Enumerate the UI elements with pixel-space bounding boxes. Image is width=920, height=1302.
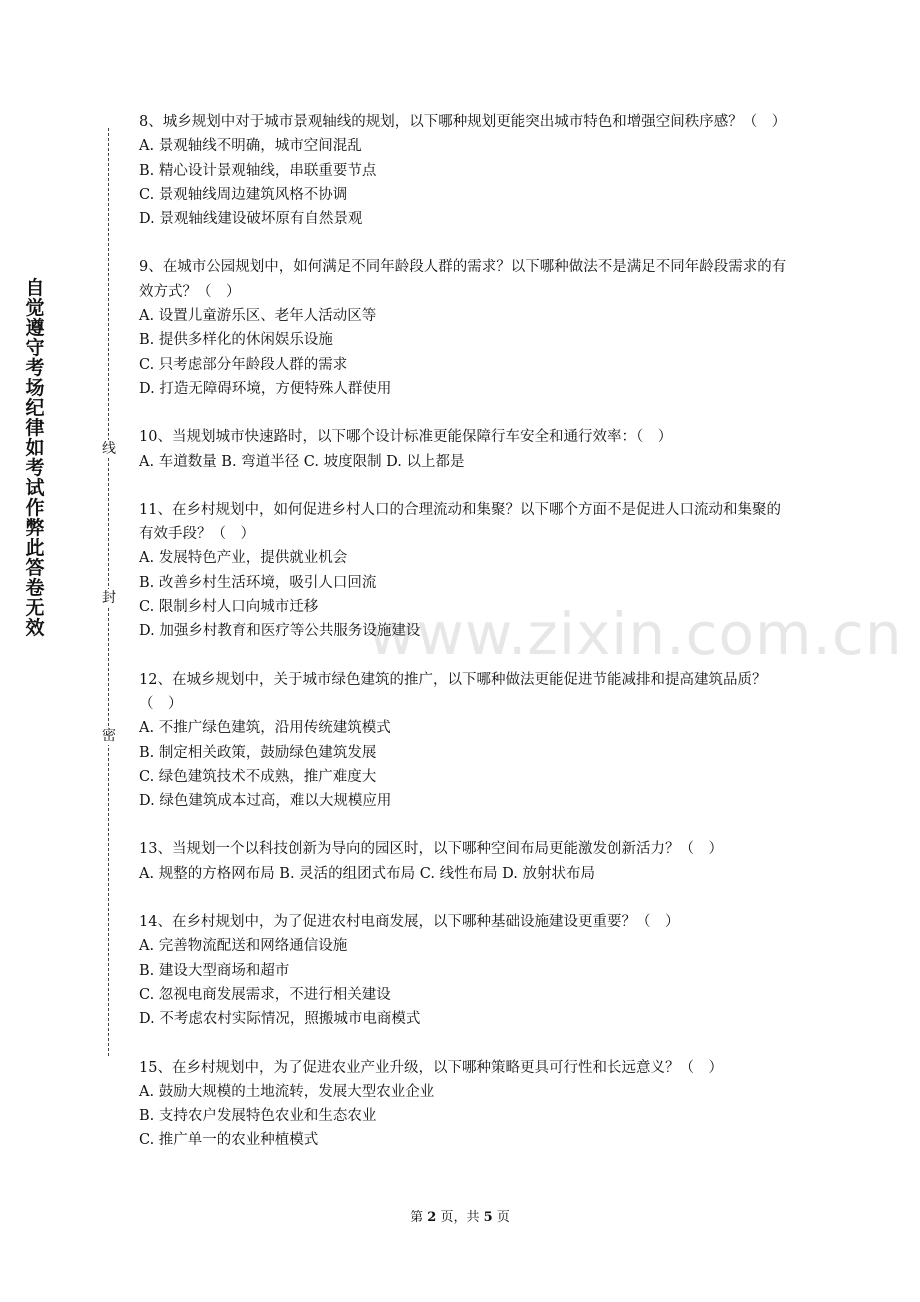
question-block: [139, 110, 789, 231]
answer-option: B. 建设大型商场和超市: [139, 962, 290, 979]
footer-middle: 页，共: [440, 1210, 480, 1225]
answer-option: B. 改善乡村生活环境，吸引人口回流: [139, 574, 377, 591]
watermark: www.zixin.com.cn: [368, 600, 903, 668]
answer-option: B. 支持农户发展特色农业和生态农业: [139, 1108, 377, 1125]
question-text: 11、在乡村规划中，如何促进乡村人口的合理流动和集聚？以下哪个方面不是促进人口流动和集聚的有效手段？（ ）: [139, 501, 781, 543]
answer-option: A. 不推广绿色建筑，沿用传统建筑模式: [139, 720, 391, 737]
answer-option: C. 忽视电商发展需求，不进行相关建设: [139, 986, 391, 1003]
answer-option: A. 完善物流配送和网络通信设施: [139, 938, 348, 955]
question-text: 10、当规划城市快速路时，以下哪个设计标准更能保障行车安全和通行效率：（ ）: [139, 429, 673, 446]
answer-option: C. 景观轴线周边建筑风格不协调: [139, 186, 348, 203]
seal-mark-mi: 密: [102, 728, 116, 744]
footer-total-pages: 5: [483, 1210, 493, 1225]
answer-option: D. 打造无障碍环境，方便特殊人群使用: [139, 380, 392, 397]
question-text: 13、当规划一个以科技创新为导向的园区时，以下哪种空间布局更能激发创新活力？（ ）: [139, 841, 723, 858]
answer-option: A. 发展特色产业，提供就业机会: [139, 550, 348, 567]
question-text: 12、在城乡规划中，关于城市绿色建筑的推广，以下哪种做法更能促进节能减排和提高建筑品质？（ ）: [139, 671, 767, 712]
answer-option: C. 推广单一的农业种植模式: [139, 1132, 319, 1149]
question-text: 15、在乡村规划中，为了促进农业产业升级，以下哪种策略更具可行性和长远意义？（ ）: [139, 1059, 723, 1076]
question-block: [139, 1056, 789, 1153]
answer-option: D. 不考虑农村实际情况，照搬城市电商模式: [139, 1011, 421, 1028]
footer-page-number: 2: [427, 1210, 437, 1225]
question-block: [139, 425, 789, 474]
page-footer: [0, 1206, 920, 1225]
answer-option: B. 精心设计景观轴线，串联重要节点: [139, 162, 377, 179]
answer-option: A. 车道数量 B. 弯道半径 C. 坡度限制 D. 以上都是: [139, 453, 465, 470]
exam-discipline-notice: 自觉遵守考场纪律如考试作弊此答卷无效: [25, 277, 45, 639]
seal-mark-xian: 线: [102, 441, 116, 457]
answer-option: D. 景观轴线建设破坏原有自然景观: [139, 211, 363, 228]
answer-option: D. 加强乡村教育和医疗等公共服务设施建设: [139, 623, 421, 640]
answer-option: C. 限制乡村人口向城市迁移: [139, 599, 319, 616]
question-text: 9、在城市公园规划中，如何满足不同年龄段人群的需求？以下哪种做法不是满足不同年龄段需求的有效方式？（ ）: [139, 259, 787, 300]
footer-prefix: 第: [410, 1210, 424, 1225]
question-block: [139, 668, 789, 814]
question-block: [139, 910, 789, 1031]
answer-option: A. 规整的方格网布局 B. 灵活的组团式布局 C. 线性布局 D. 放射状布局: [139, 865, 596, 882]
answer-option: B. 制定相关政策，鼓励绿色建筑发展: [139, 744, 377, 761]
answer-option: A. 景观轴线不明确，城市空间混乱: [139, 138, 362, 155]
answer-option: D. 绿色建筑成本过高，难以大规模应用: [139, 793, 392, 810]
question-block: [139, 255, 789, 401]
answer-option: C. 只考虑部分年龄段人群的需求: [139, 356, 348, 373]
footer-suffix: 页: [496, 1210, 510, 1225]
question-text: 14、在乡村规划中，为了促进农村电商发展，以下哪种基础设施建设更重要？（ ）: [139, 914, 680, 931]
answer-option: B. 提供多样化的休闲娱乐设施: [139, 332, 333, 349]
answer-option: A. 设置儿童游乐区、老年人活动区等: [139, 308, 377, 325]
seal-mark-feng: 封: [102, 590, 116, 606]
question-block: [139, 837, 789, 886]
answer-option: C. 绿色建筑技术不成熟，推广难度大: [139, 768, 377, 785]
question-text: 8、城乡规划中对于城市景观轴线的规划，以下哪种规划更能突出城市特色和增强空间秩序感？（ ）: [139, 114, 787, 130]
answer-option: A. 鼓励大规模的土地流转，发展大型农业企业: [139, 1083, 435, 1100]
